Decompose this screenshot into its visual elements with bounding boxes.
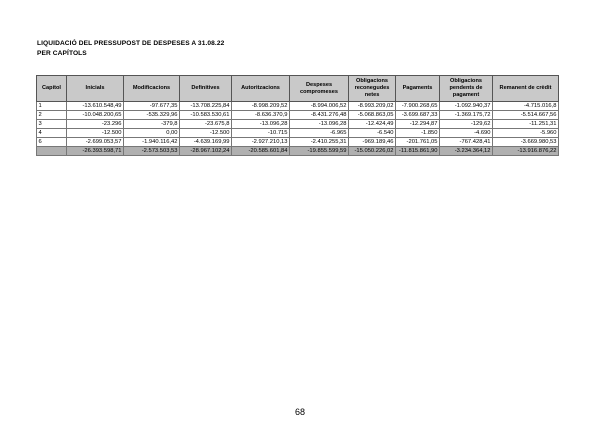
cell: -4.690 [440, 129, 493, 138]
cell: -535.329,96 [124, 111, 180, 120]
report-title-line1: LIQUIDACIÓ DEL PRESSUPOST DE DESPESES A 31.08.22 [37, 40, 225, 47]
header-despeses-compromeses: Despeses compromeses [290, 76, 349, 102]
cell: -8.431.276,48 [290, 111, 349, 120]
cell: -379,8 [124, 120, 180, 129]
cell: -3.699.687,33 [396, 111, 440, 120]
header-obligacions-pendents: Obligacions pendents de pagament [440, 76, 493, 102]
cell: -3.669.980,53 [493, 138, 559, 147]
cell: -20.585.601,84 [232, 147, 290, 156]
header-autoritzacions: Autoritzacions [232, 76, 290, 102]
cell: -1.369.175,72 [440, 111, 493, 120]
cell: 6 [37, 138, 67, 147]
cell: -13.708.225,84 [180, 102, 232, 111]
cell: -2.699.053,57 [67, 138, 124, 147]
table-row [37, 129, 559, 138]
table-row [37, 102, 559, 111]
cell: -1.940.116,42 [124, 138, 180, 147]
header-obligacions-reconegudes: Obligacions reconegudes netes [349, 76, 396, 102]
cell: 0,00 [124, 129, 180, 138]
cell: -5.514.667,56 [493, 111, 559, 120]
cell: -28.967.102,24 [180, 147, 232, 156]
header-capitol: Capítol [37, 76, 67, 102]
cell: -10.583.530,61 [180, 111, 232, 120]
budget-table [36, 75, 559, 156]
cell: -5.068.863,05 [349, 111, 396, 120]
cell: -201.761,05 [396, 138, 440, 147]
cell: -11.815.861,90 [396, 147, 440, 156]
cell: -97.677,35 [124, 102, 180, 111]
cell: 3 [37, 120, 67, 129]
cell: -2.573.503,53 [124, 147, 180, 156]
table-row [37, 138, 559, 147]
cell: -13.096,28 [290, 120, 349, 129]
cell: -11.251,31 [493, 120, 559, 129]
cell: -2.927.210,13 [232, 138, 290, 147]
cell: 1 [37, 102, 67, 111]
cell: -26.393.598,71 [67, 147, 124, 156]
cell: -12.294,87 [396, 120, 440, 129]
cell: -23.675,8 [180, 120, 232, 129]
header-definitives: Definitives [180, 76, 232, 102]
header-pagaments: Pagaments [396, 76, 440, 102]
header-inicials: Inicials [67, 76, 124, 102]
cell [37, 147, 67, 156]
cell: -13.916.876,22 [493, 147, 559, 156]
cell: -10.715 [232, 129, 290, 138]
cell: -8.998.209,52 [232, 102, 290, 111]
cell: -19.855.599,59 [290, 147, 349, 156]
cell: -1.850 [396, 129, 440, 138]
total-row [37, 147, 559, 156]
table-row [37, 111, 559, 120]
cell: -8.636.370,9 [232, 111, 290, 120]
cell: -1.092.940,37 [440, 102, 493, 111]
cell: -767.428,41 [440, 138, 493, 147]
cell: -6.965 [290, 129, 349, 138]
cell: -13.096,28 [232, 120, 290, 129]
report-title [37, 39, 224, 59]
cell: -3.234.364,12 [440, 147, 493, 156]
page-number: 68 [294, 407, 305, 417]
cell: -7.900.268,65 [396, 102, 440, 111]
cell: -8.994.006,52 [290, 102, 349, 111]
cell: -13.610.548,49 [67, 102, 124, 111]
cell: -10.048.200,65 [67, 111, 124, 120]
header-remanent: Remanent de crèdit [493, 76, 559, 102]
table-row [37, 120, 559, 129]
cell: -129,62 [440, 120, 493, 129]
cell: -2.410.255,31 [290, 138, 349, 147]
cell: 2 [37, 111, 67, 120]
cell: -969.189,46 [349, 138, 396, 147]
cell: -12.500 [67, 129, 124, 138]
cell: 4 [37, 129, 67, 138]
cell: -12.500 [180, 129, 232, 138]
cell: -4.639.169,99 [180, 138, 232, 147]
header-modificacions: Modificacions [124, 76, 180, 102]
cell: -12.424,49 [349, 120, 396, 129]
cell: -6.540 [349, 129, 396, 138]
cell: -8.993.209,02 [349, 102, 396, 111]
report-title-line2: PER CAPÍTOLS [37, 50, 87, 57]
cell: -23.296 [67, 120, 124, 129]
table-header-row [37, 76, 559, 102]
cell: -5.960 [493, 129, 559, 138]
cell: -4.715.016,8 [493, 102, 559, 111]
cell: -15.050.226,02 [349, 147, 396, 156]
